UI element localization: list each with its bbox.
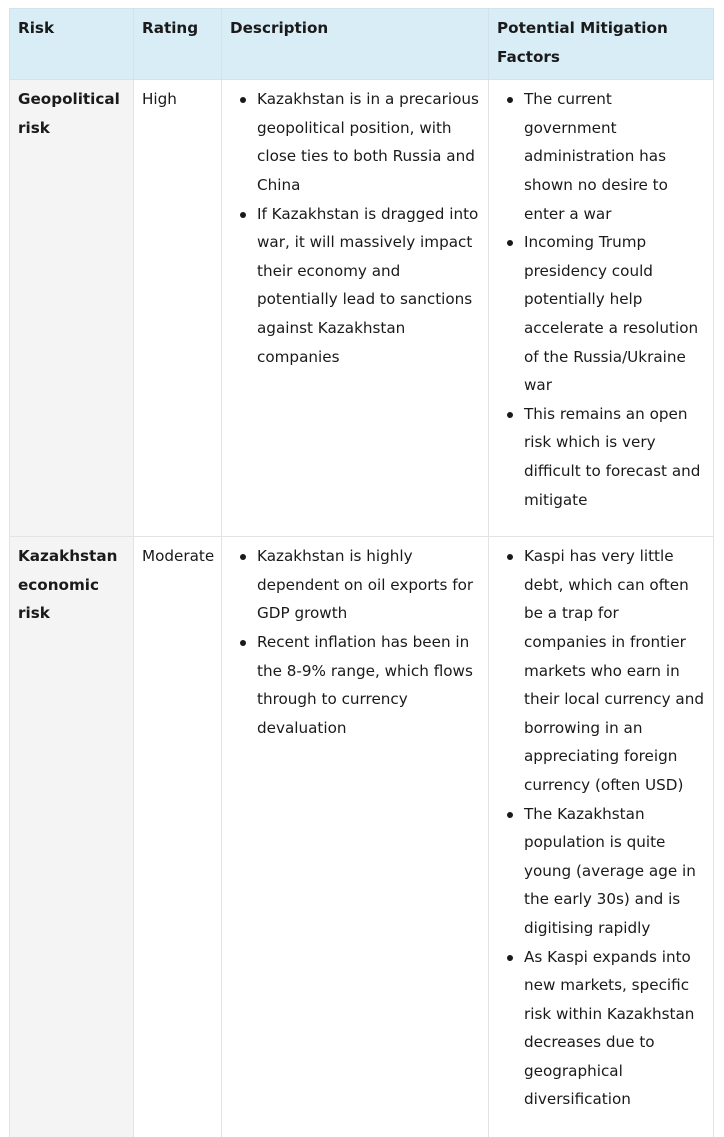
list-item: Incoming Trump presidency could potentially help accelerate a resolution of the Russia/Ukraine war bbox=[524, 228, 705, 400]
description-list bbox=[230, 85, 480, 371]
description-cell bbox=[222, 537, 489, 1137]
mitigation-list bbox=[497, 85, 705, 514]
rating-cell: Moderate bbox=[134, 537, 222, 1137]
list-item: Kaspi has very little debt, which can often be a trap for companies in frontier markets who earn in their local currency and borrowing in an appreciating foreign currency (often USD) bbox=[524, 542, 705, 799]
description-list bbox=[230, 542, 480, 742]
table-row bbox=[10, 80, 714, 537]
header-mitigation: Potential Mitigation Factors bbox=[489, 9, 714, 80]
list-item: The Kazakhstan population is quite young (average age in the early 30s) and is digitising rapidly bbox=[524, 800, 705, 943]
list-item: As Kaspi expands into new markets, specific risk within Kazakhstan decreases due to geographical diversification bbox=[524, 943, 705, 1115]
risk-cell: Geopolitical risk bbox=[10, 80, 134, 537]
rating-cell: High bbox=[134, 80, 222, 537]
list-item: Kazakhstan is highly dependent on oil exports for GDP growth bbox=[257, 542, 480, 628]
header-description: Description bbox=[222, 9, 489, 80]
list-item: This remains an open risk which is very difficult to forecast and mitigate bbox=[524, 400, 705, 514]
table-row bbox=[10, 537, 714, 1137]
header-row bbox=[10, 9, 714, 80]
description-cell bbox=[222, 80, 489, 537]
mitigation-list bbox=[497, 542, 705, 1114]
list-item: Recent inflation has been in the 8-9% range, which flows through to currency devaluation bbox=[257, 628, 480, 742]
risk-table bbox=[9, 8, 714, 1137]
header-risk: Risk bbox=[10, 9, 134, 80]
list-item: If Kazakhstan is dragged into war, it will massively impact their economy and potentially lead to sanctions against Kazakhstan companies bbox=[257, 200, 480, 372]
mitigation-cell bbox=[489, 537, 714, 1137]
list-item: The current government administration has shown no desire to enter a war bbox=[524, 85, 705, 228]
mitigation-cell bbox=[489, 80, 714, 537]
risk-cell: Kazakhstan economic risk bbox=[10, 537, 134, 1137]
list-item: Kazakhstan is in a precarious geopolitical position, with close ties to both Russia and China bbox=[257, 85, 480, 199]
header-rating: Rating bbox=[134, 9, 222, 80]
